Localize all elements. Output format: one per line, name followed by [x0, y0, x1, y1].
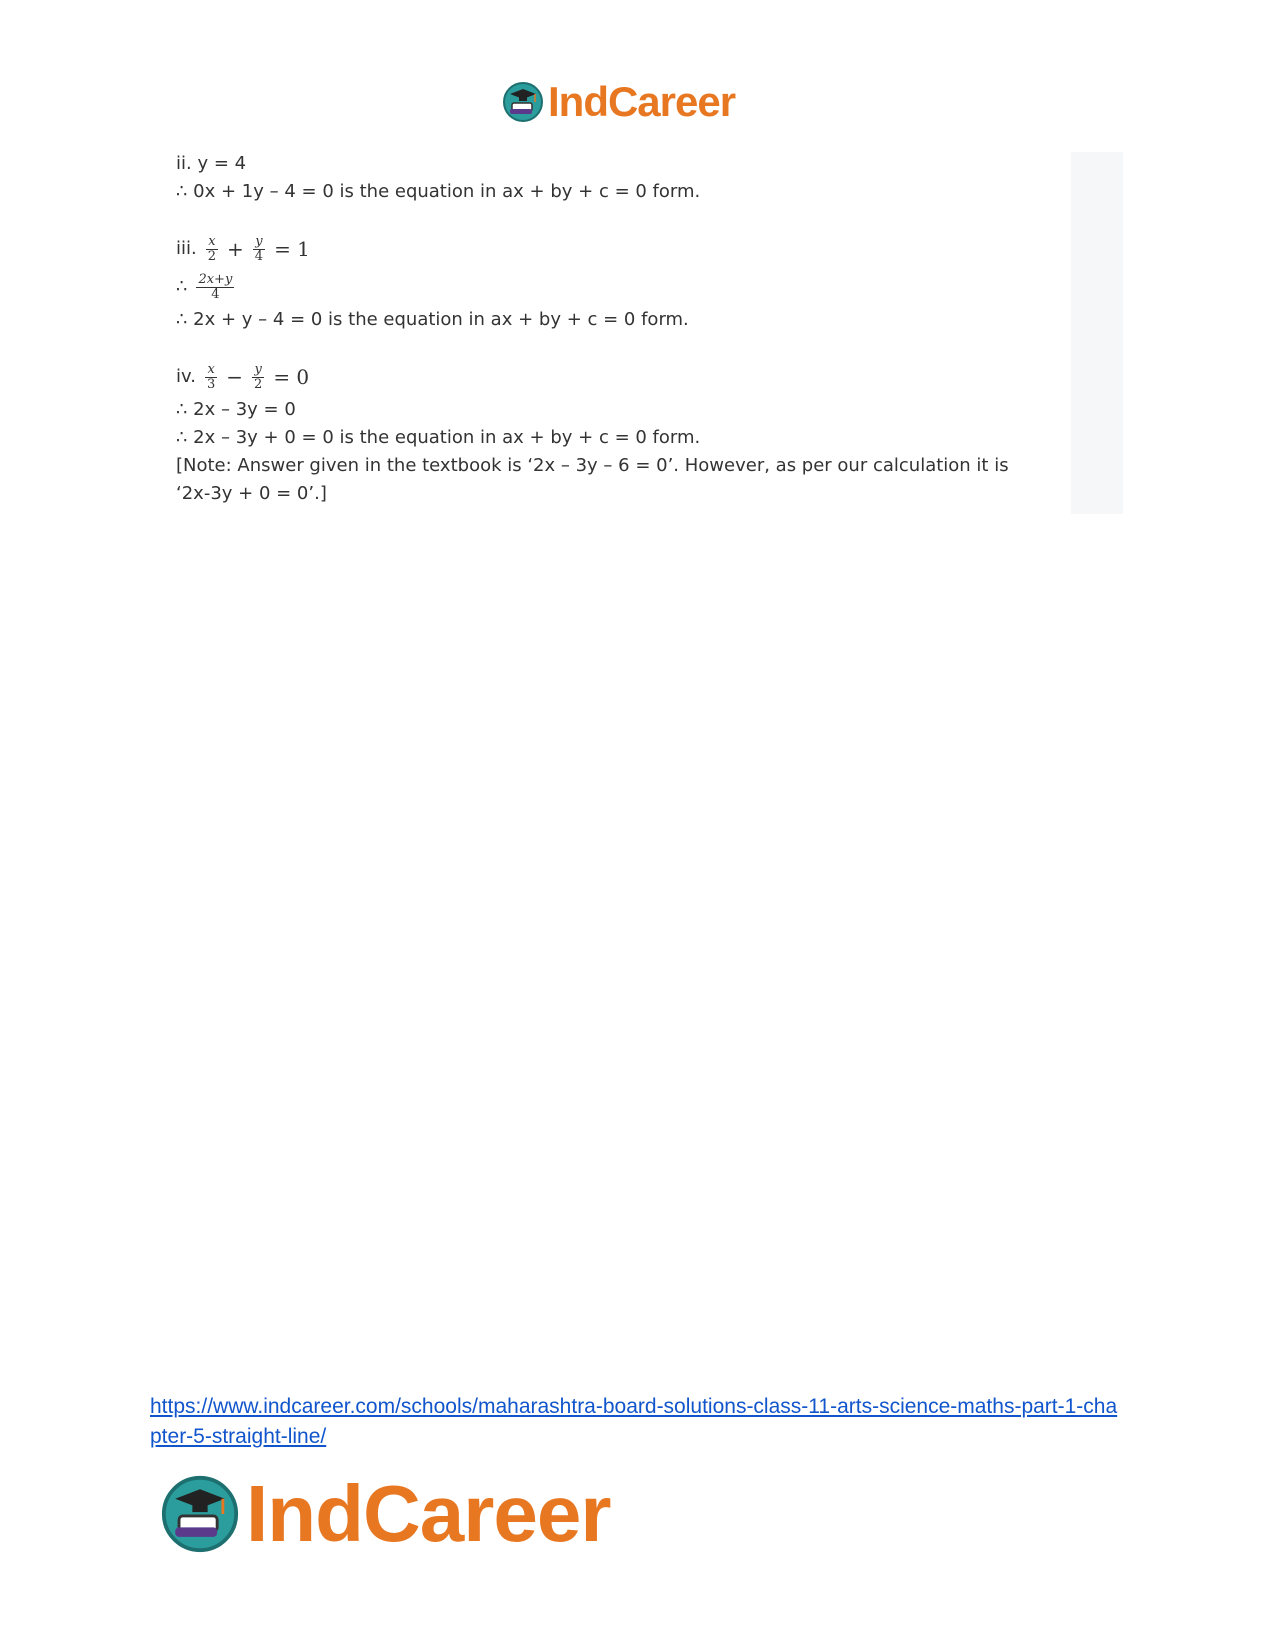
operator: +	[227, 237, 244, 261]
textbook-note: [Note: Answer given in the textbook is ‘2x – 3y – 6 = 0’. However, as per our calculation it is ‘2x-3y + 0 = 0’.]	[176, 455, 1009, 504]
part-iv-label: iv.	[176, 366, 196, 387]
fraction-denominator: 4	[254, 248, 264, 264]
logo-wordmark: IndCareer	[548, 78, 736, 125]
fraction-denominator: 2	[254, 376, 263, 392]
fraction-numerator: y	[255, 233, 263, 249]
part-iv-result: ∴ 2x – 3y + 0 = 0 is the equation in ax + by + c = 0 form.	[176, 427, 701, 448]
fraction-numerator: 2x+y	[198, 271, 233, 287]
part-iv-step: ∴ 2x – 3y = 0	[176, 399, 296, 420]
operator: −	[226, 365, 244, 389]
fraction-numerator: y	[254, 361, 262, 377]
part-iii-label: iii.	[176, 238, 197, 259]
equation-rhs: = 1	[274, 237, 310, 261]
part-iii-equation	[176, 230, 1056, 268]
footer-url-link[interactable]: https://www.indcareer.com/schools/maharashtra-board-solutions-class-11-arts-science-maths-part-1-chapter-5-straight-line/	[150, 1395, 1118, 1448]
footer-logo	[160, 1468, 610, 1560]
part-iii-result: ∴ 2x + y – 4 = 0 is the equation in ax + by + c = 0 form.	[176, 309, 689, 330]
part-iv-equation	[176, 358, 1056, 396]
equation-rhs: = 0	[273, 365, 310, 389]
therefore-symbol: ∴	[176, 276, 188, 297]
graduation-book-icon	[160, 1474, 240, 1554]
part-ii-label: ii. y = 4	[176, 153, 247, 174]
header-logo	[502, 78, 735, 126]
fraction-denominator: 2	[207, 248, 217, 264]
solution-content	[176, 150, 1056, 508]
fraction-numerator: x	[208, 233, 216, 249]
graduation-book-icon	[502, 81, 544, 123]
part-iii-step	[176, 268, 1056, 306]
sidebar-strip	[1071, 152, 1123, 514]
part-ii-result: ∴ 0x + 1y – 4 = 0 is the equation in ax + by + c = 0 form.	[176, 181, 701, 202]
fraction-numerator: x	[207, 361, 215, 377]
logo-wordmark: IndCareer	[246, 1469, 611, 1558]
fraction-denominator: 4	[211, 286, 220, 302]
fraction-denominator: 3	[206, 376, 216, 392]
